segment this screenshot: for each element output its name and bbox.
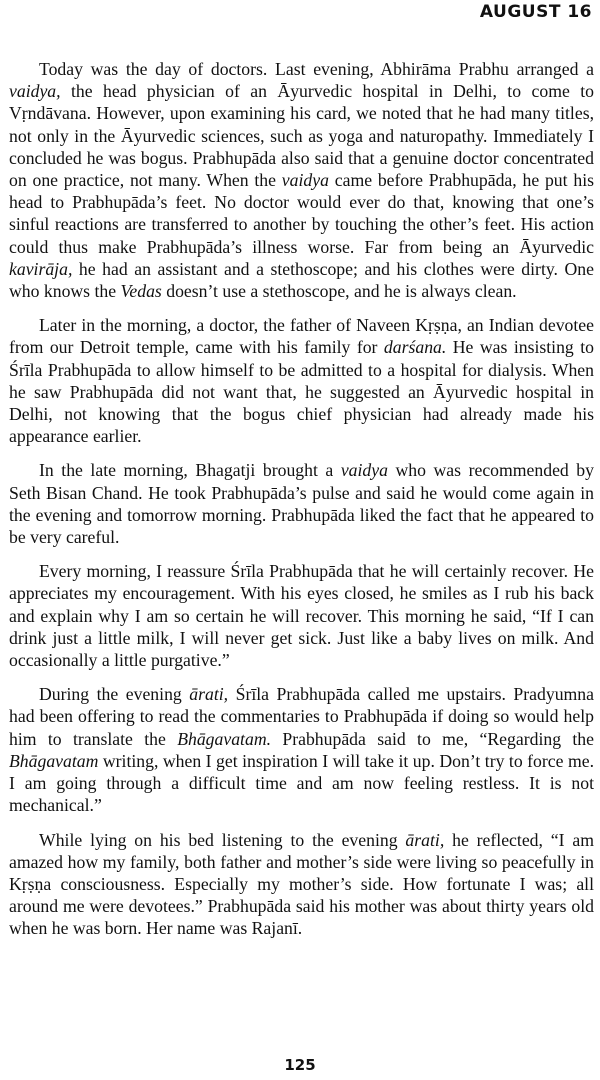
paragraph-6: While lying on his bed listening to the evening ārati, he reflected, “I am amazed how my family, both father and mother’s side were living so peacefully in Kṛṣṇa consciousness. Especially my mother’s side. How fortunate I was; all around me were devotees.” Prabhupāda said his mother was about thirty years old when he was born. Her name was Rajanī. [9,829,594,939]
paragraph-2: Later in the morning, a doctor, the father of Naveen Kṛṣṇa, an Indian devotee from our Detroit temple, came with his family for darśana. He was insisting to Śrīla Prabhupāda to allow himself to be admitted to a hospital for dialysis. When he saw Prabhupāda did not want that, he suggested an Āyurvedic hospital in Delhi, not knowing that the bogus chief physician had already made his appearance earlier. [9,315,594,447]
body-text [9,58,594,940]
paragraph-4: Every morning, I reassure Śrīla Prabhupāda that he will certainly recover. He appreciates my encouragement. With his eyes closed, he smiles as I rub his back and explain why I am so certain he will recover. This morning he said, “If I can drink just a little milk, I will never get sick. Just like a baby lives on milk. And occasionally a little purgative.” [9,561,594,671]
page-number: 125 [284,1056,316,1074]
paragraph-1: Today was the day of doctors. Last evening, Abhirāma Prabhu arranged a vaidya, the head physician of an Āyurvedic hospital in Delhi, to come to Vṛndāvana. However, upon examining his card, we noted that he had many titles, not only in the Āyurvedic sciences, such as yoga and naturopathy. Immediately I concluded he was bogus. Prabhupāda also said that a genuine doctor concentrated on one practice, not many. When the vaidya came before Prabhupāda, he put his head to Prabhupāda’s feet. No doctor would ever do that, knowing that one’s sinful reactions are transferred to another by touching the other’s feet. His action could thus make Prabhupāda’s illness worse. Far from being an Āyurvedic kavirāja, he had an assistant and a stethoscope; and his clothes were dirty. One who knows the Vedas doesn’t use a stethoscope, and he is always clean. [9,59,594,302]
paragraph-3: In the late morning, Bhagatji brought a vaidya who was recommended by Seth Bisan Chand. He took Prabhupāda’s pulse and said he would come again in the evening and tomorrow morning. Prabhupāda liked the fact that he appeared to be very careful. [9,460,594,548]
paragraph-5: During the evening ārati, Śrīla Prabhupāda called me upstairs. Pradyumna had been offering to read the commentaries to Prabhupāda if doing so would help him to translate the Bhāgavatam. Prabhupāda said to me, “Regarding the Bhāgavatam writing, when I get inspiration I will take it up. Don’t try to force me. I am going through a difficult time and am now feeling restless. It is not mechanical.” [9,684,595,816]
running-head: AUGUST 16 [479,2,592,22]
